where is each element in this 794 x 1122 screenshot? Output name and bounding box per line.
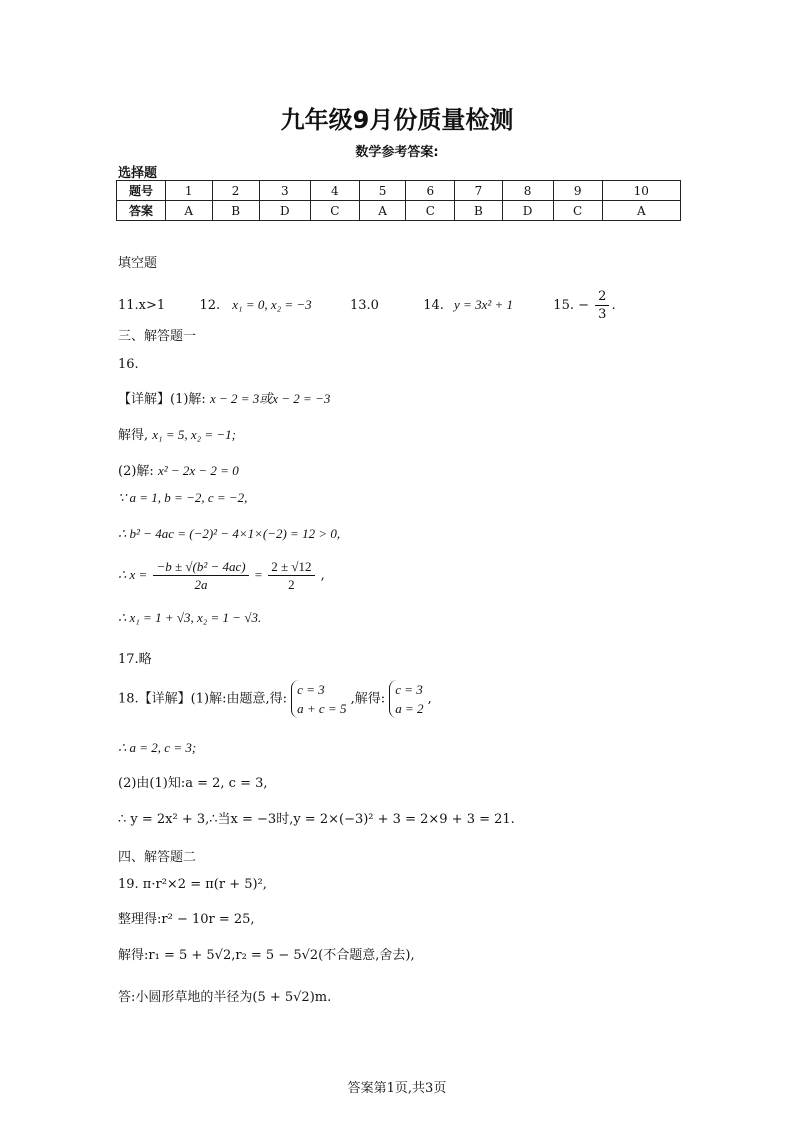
q18-label: 18.【详解】(1)解:由题意,得: (118, 691, 287, 707)
q16-part2 (118, 460, 239, 479)
q12-number: 12. (199, 298, 221, 313)
page-footer: 答案第1页,共3页 (347, 1081, 447, 1096)
q17-answer: 17.略 (118, 652, 152, 667)
q16-formula-denominator-2: 2 (288, 577, 295, 592)
q18-part1 (118, 680, 432, 718)
q15-sign: − (578, 298, 590, 313)
q13-answer: 13.0 (349, 298, 379, 313)
question-number-cell: 5 (359, 181, 406, 201)
page-subtitle: 数学参考答案: (355, 145, 439, 160)
q19-equation: 19. π·r²×2 = π(r + 5)², (118, 877, 267, 892)
q18-system-2-eq-a: c = 3 (395, 682, 423, 697)
q16-part2-label: (2)解: (118, 464, 154, 479)
answer-cell: B (455, 201, 502, 221)
solve2-section-label: 四、解答题二 (118, 850, 197, 865)
answer-cell: C (406, 201, 455, 221)
q16-equation-1: x − 2 = 3或x − 2 = −3 (209, 391, 331, 406)
answer-cell: A (166, 201, 213, 221)
q12-expression: x₁ = 0, x₂ = −3 (232, 297, 312, 312)
q18-system-1-eq-b: a + c = 5 (297, 701, 347, 716)
q16-formula-numerator: −b ± √(b² − 4ac) (153, 558, 248, 576)
q18-solution-label: ,解得: (350, 691, 386, 707)
q11-answer: 11.x>1 (118, 298, 166, 313)
answer-cell: C (310, 201, 359, 221)
row-label-answer: 答案 (117, 201, 166, 221)
q15-numerator: 2 (595, 288, 609, 306)
question-number-cell: 10 (602, 181, 680, 201)
q16-formula-fraction (153, 558, 248, 593)
q16-formula-numerator-2: 2 ± √12 (268, 558, 314, 576)
q18-system-2 (389, 680, 423, 718)
q16-detail-label: 【详解】(1)解: (118, 392, 206, 407)
question-number-cell: 1 (166, 181, 213, 201)
question-number-cell: 7 (455, 181, 502, 201)
q16-equation-2: x² − 2x − 2 = 0 (157, 463, 239, 478)
q16-solution-values: x₁ = 5, x₂ = −1; (152, 427, 237, 442)
q16-formula-end: , (320, 568, 325, 583)
q15-number: 15. (553, 298, 574, 313)
q18-system-1-eq-a: c = 3 (297, 682, 325, 697)
question-number-cell: 4 (310, 181, 359, 201)
fill-section-label: 填空题 (118, 256, 158, 271)
answer-cell: D (259, 201, 310, 221)
q18-system-1 (291, 680, 346, 718)
q16-formula-denominator: 2a (194, 577, 208, 592)
q18-result-1: ∴ a = 2, c = 3; (118, 740, 197, 755)
q16-formula (118, 558, 325, 593)
q16-coefficients: ∵ a = 1, b = −2, c = −2, (118, 490, 248, 505)
answer-table (116, 180, 681, 221)
q19-simplify: 整理得:r² − 10r = 25, (118, 912, 255, 927)
q18-system-end: , (427, 691, 432, 707)
answer-cell: C (553, 201, 602, 221)
choice-section-label: 选择题 (118, 166, 158, 181)
table-row-numbers (117, 181, 681, 201)
q14-number: 14. (423, 298, 444, 313)
q18-part2: (2)由(1)知:a = 2, c = 3, (118, 776, 268, 791)
question-number-cell: 2 (212, 181, 259, 201)
q16-roots: ∴ x₁ = 1 + √3, x₂ = 1 − √3. (118, 610, 262, 625)
q15-denominator: 3 (598, 307, 607, 322)
question-number-cell: 6 (406, 181, 455, 201)
q16-discriminant: ∴ b² − 4ac = (−2)² − 4×1×(−2) = 12 > 0, (118, 526, 341, 541)
q14-expression: y = 3x² + 1 (454, 297, 514, 312)
question-number-cell: 8 (502, 181, 553, 201)
q18-system-2-eq-b: a = 2 (395, 701, 424, 716)
question-number-cell: 3 (259, 181, 310, 201)
answer-cell: A (602, 201, 680, 221)
page-title: 九年级9月份质量检测 (280, 106, 514, 134)
q18-result-2: ∴ y = 2x² + 3,∴当x = −3时,y = 2×(−3)² + 3 = 2×9 + 3 = 21. (118, 812, 515, 827)
q16-part1 (118, 388, 330, 407)
row-label-number: 题号 (117, 181, 166, 201)
q16-formula-equals: = (254, 567, 263, 582)
q16-formula-fraction-2 (268, 558, 314, 593)
fill-answers-row: 11.x>1 12. x₁ = 0, x₂ = −3 13.0 14. y = 3x² + 1 15. − $\frac{2}{3}$ . (118, 289, 616, 322)
answer-cell: A (359, 201, 406, 221)
solve1-section-label: 三、解答题一 (118, 329, 197, 344)
table-row-answers (117, 201, 681, 221)
q19-solution: 解得:r₁ = 5 + 5√2,r₂ = 5 − 5√2(不合题意,舍去), (118, 948, 415, 963)
q19-answer: 答:小圆形草地的半径为(5 + 5√2)m. (118, 990, 332, 1005)
answer-cell: B (212, 201, 259, 221)
q16-solution-label: 解得, (118, 428, 149, 443)
question-number-cell: 9 (553, 181, 602, 201)
q16-number: 16. (118, 357, 139, 372)
q16-formula-lhs: ∴ x = (118, 567, 148, 582)
q16-solution-1 (118, 424, 236, 443)
answer-cell: D (502, 201, 553, 221)
q15-fraction (595, 288, 609, 323)
